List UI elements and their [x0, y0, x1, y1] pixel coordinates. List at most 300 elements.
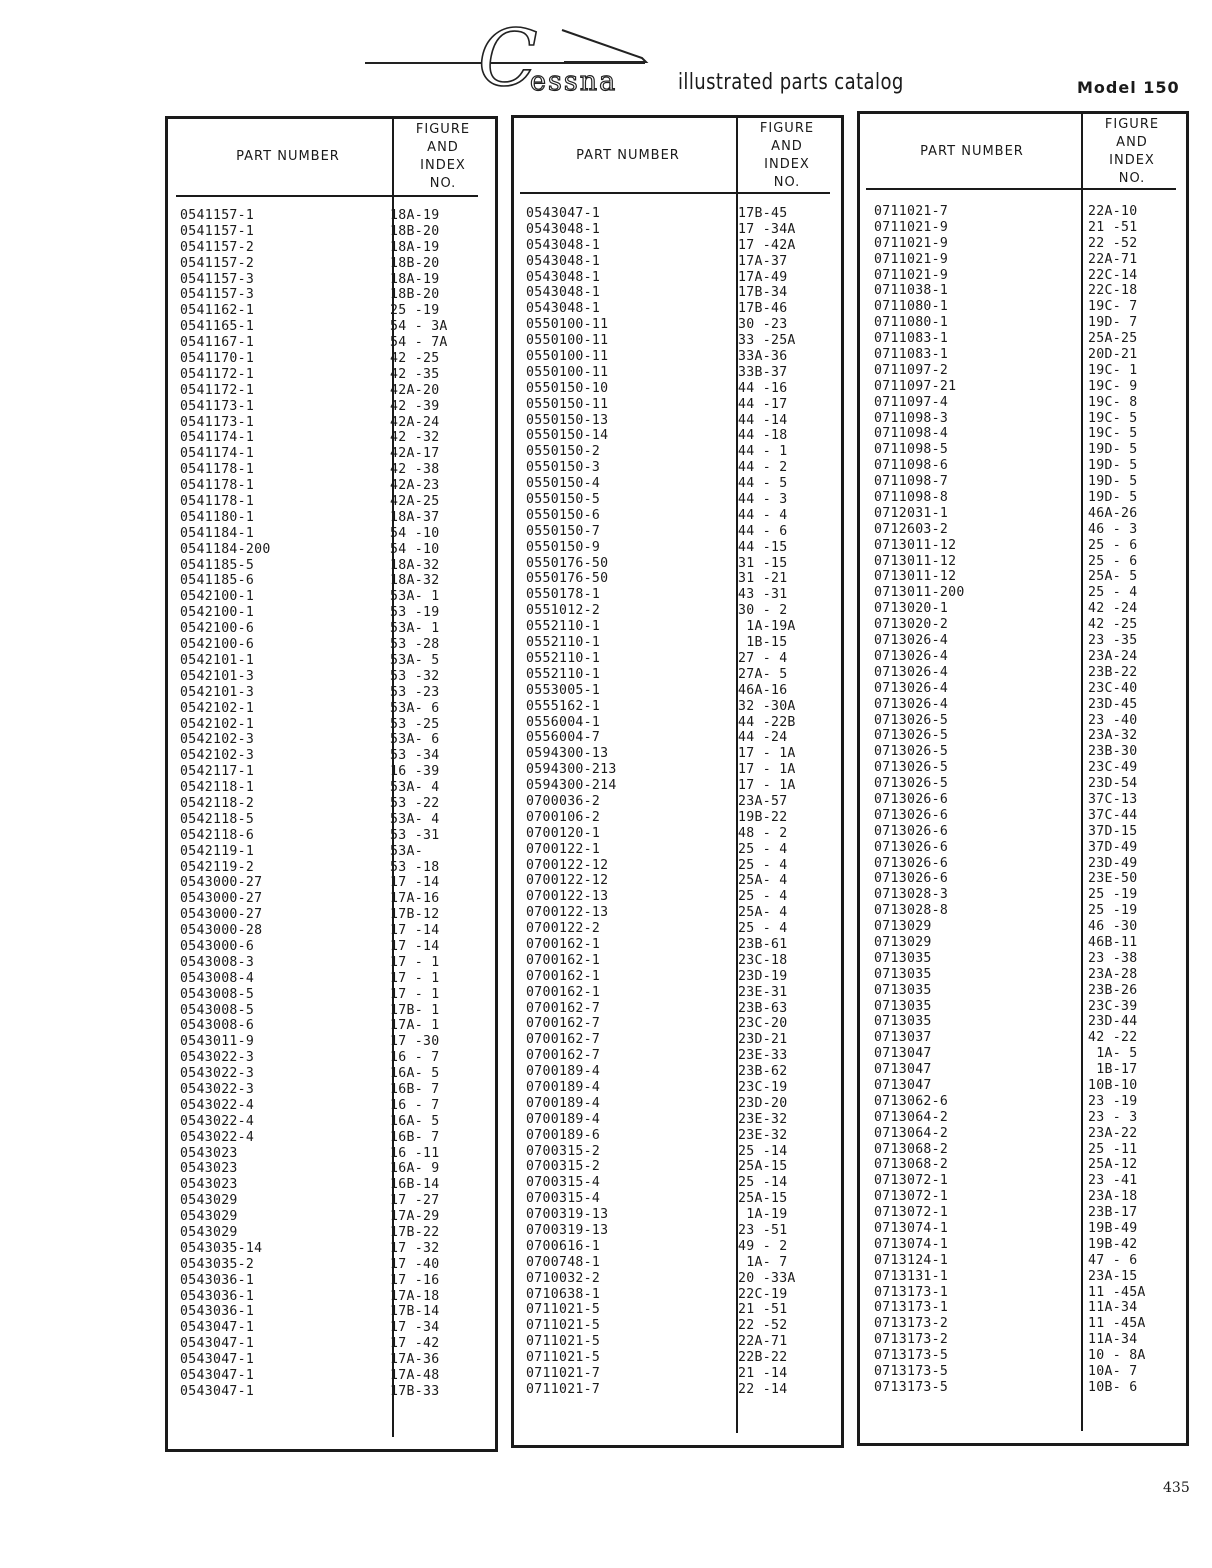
table-row [526, 349, 826, 365]
part-number-cell: 0713068-2 [874, 1141, 949, 1157]
part-number-cell: 0711098-8 [874, 490, 949, 506]
table-row [526, 381, 826, 397]
table-row [526, 365, 826, 381]
table-row [526, 571, 826, 587]
figure-index-cell: 18A-37 [390, 509, 440, 525]
table-row [180, 653, 480, 669]
part-number-cell: 0713026-5 [874, 728, 949, 744]
table-row [526, 413, 826, 429]
part-number-cell: 0541185-5 [180, 557, 255, 573]
figure-index-cell: 17B-14 [390, 1304, 440, 1320]
part-number-cell: 0543029 [180, 1225, 238, 1240]
figure-index-cell: 37D-49 [1088, 839, 1138, 855]
table-row [874, 601, 1174, 617]
table-row [180, 987, 480, 1003]
figure-index-cell: 23B-22 [1088, 664, 1138, 680]
figure-index-cell: 22C-19 [738, 1286, 788, 1302]
figure-index-cell: 46 -30 [1088, 919, 1138, 935]
table-row [180, 399, 480, 415]
figure-index-cell: 22A-71 [1088, 251, 1138, 267]
figure-header-line: FIGURE [1104, 117, 1160, 132]
table-row [180, 558, 480, 574]
table-row [874, 856, 1174, 872]
table-row [526, 619, 826, 635]
figure-index-cell: 23C-18 [738, 952, 788, 968]
part-number-cell: 0541165-1 [180, 319, 255, 335]
part-number-cell: 0713173-2 [874, 1316, 949, 1332]
figure-index-cell: 42 -25 [390, 351, 440, 367]
part-number-cell: 0543008-5 [180, 1002, 255, 1018]
figure-index-cell: 19B-22 [738, 809, 788, 825]
part-number-cell: 0713035 [874, 1014, 932, 1030]
figure-index-cell: 25A-15 [738, 1191, 788, 1207]
part-number-cell: 0541167-1 [180, 335, 255, 351]
part-number-cell: 0542118-1 [180, 780, 255, 796]
part-number-cell: 0550150-6 [526, 507, 601, 523]
part-number-cell: 0550100-11 [526, 349, 609, 365]
part-number-cell: 0713026-6 [874, 823, 949, 839]
part-number-cell: 0543023 [180, 1145, 238, 1161]
figure-index-cell: 23D-19 [738, 968, 788, 984]
part-number-cell: 0700162-7 [526, 1048, 601, 1064]
table-row [874, 1030, 1174, 1046]
table-row [874, 442, 1174, 458]
part-number-cell: 0542119-1 [180, 843, 255, 859]
table-row [874, 1300, 1174, 1316]
part-number-cell: 0542101-3 [180, 668, 255, 684]
table-row [526, 651, 826, 667]
figure-index-cell: 42 -24 [1088, 601, 1138, 617]
figure-index-cell: 10B-10 [1088, 1077, 1138, 1093]
table-row [180, 701, 480, 717]
figure-index-cell: 23D-20 [738, 1095, 788, 1111]
table-row [526, 826, 826, 842]
table-row [180, 208, 480, 224]
figure-index-cell: 17 -42 [390, 1336, 440, 1352]
part-number-cell: 0543000-27 [180, 907, 263, 923]
figure-index-cell: 17A-18 [390, 1288, 440, 1304]
figure-index-cell: 11A-34 [1088, 1300, 1138, 1316]
figure-index-cell: 17 -42A [738, 237, 796, 253]
table-row [526, 1016, 826, 1032]
figure-index-cell: 46A-16 [738, 682, 788, 698]
figure-index-cell: 17 - 1 [390, 970, 440, 986]
table-row [180, 748, 480, 764]
part-number-cell: 0542118-5 [180, 811, 255, 827]
part-number-cell: 0711038-1 [874, 283, 949, 299]
part-number-cell: 0713029 [874, 934, 932, 950]
table-row [526, 1032, 826, 1048]
part-number-cell: 0543022-4 [180, 1097, 255, 1113]
figure-index-cell: 17 - 1A [738, 746, 796, 762]
figure-index-cell: 31 -15 [738, 555, 788, 571]
figure-index-cell: 16B- 7 [390, 1129, 440, 1145]
figure-index-cell: 23B-30 [1088, 744, 1138, 760]
figure-index-cell: 19C- 5 [1088, 426, 1138, 442]
figure-index-cell: 53 -23 [390, 684, 440, 700]
figure-index-cell: 25 -19 [1088, 903, 1138, 919]
table-row [180, 494, 480, 510]
figure-index-cell: 19D- 5 [1088, 458, 1138, 474]
figure-index-cell: 1A- 7 [738, 1254, 788, 1270]
parts-rows [180, 208, 480, 1400]
part-number-cell: 0543035-2 [180, 1256, 255, 1272]
table-row [180, 1320, 480, 1336]
part-number-cell: 0711098-3 [874, 410, 949, 426]
table-row [526, 460, 826, 476]
part-number-cell: 0713047 [874, 1077, 932, 1093]
figure-index-cell: 21 -51 [738, 1302, 788, 1318]
part-number-cell: 0713026-6 [874, 807, 949, 823]
figure-index-cell: 25 - 4 [1088, 585, 1138, 601]
figure-index-cell: 44 - 1 [738, 444, 788, 460]
figure-index-cell: 19C- 1 [1088, 362, 1138, 378]
table-row [526, 270, 826, 286]
part-number-cell: 0700122-13 [526, 905, 609, 921]
figure-index-cell: 53A- 6 [390, 700, 440, 716]
figure-index-cell: 23A-28 [1088, 966, 1138, 982]
part-number-cell: 0713026-4 [874, 648, 949, 664]
table-row [526, 889, 826, 905]
figure-index-cell: 21 -51 [1088, 219, 1138, 235]
part-number-cell: 0550176-50 [526, 555, 609, 571]
logo-initial: C [478, 14, 538, 104]
part-number-cell: 0543047-1 [180, 1383, 255, 1399]
part-number-cell: 0543048-1 [526, 285, 601, 301]
table-row [874, 1205, 1174, 1221]
table-row [526, 556, 826, 572]
figure-index-cell: 23A-18 [1088, 1189, 1138, 1205]
figure-index-cell: 49 - 2 [738, 1238, 788, 1254]
part-number-cell: 0594300-214 [526, 778, 617, 794]
table-row [526, 222, 826, 238]
figure-index-cell: 44 - 2 [738, 460, 788, 476]
part-number-cell: 0700189-4 [526, 1064, 601, 1080]
figure-index-cell: 25A-15 [738, 1159, 788, 1175]
part-number-cell: 0700189-6 [526, 1127, 601, 1143]
part-number-cell: 0700106-2 [526, 809, 601, 825]
part-number-cell: 0711021-7 [874, 204, 949, 219]
table-row [180, 415, 480, 431]
figure-index-cell: 25 - 4 [738, 857, 788, 873]
figure-index-cell: 16 -11 [390, 1145, 440, 1161]
figure-index-cell: 23C-20 [738, 1016, 788, 1032]
figure-index-cell: 25 -14 [738, 1175, 788, 1191]
table-row [874, 665, 1174, 681]
table-row [874, 999, 1174, 1015]
figure-index-cell: 46B-11 [1088, 934, 1138, 950]
figure-index-cell: 11 -45A [1088, 1316, 1146, 1332]
logo-swoosh-icon [560, 28, 650, 64]
table-row [180, 462, 480, 478]
table-row [526, 1064, 826, 1080]
table-row [874, 522, 1174, 538]
parts-rows [526, 206, 826, 1398]
part-number-cell: 0711097-4 [874, 394, 949, 410]
table-row [180, 669, 480, 685]
part-number-cell: 0543000-28 [180, 923, 263, 939]
figure-index-cell: 17B-12 [390, 907, 440, 923]
table-row [874, 728, 1174, 744]
figure-index-cell: 44 - 6 [738, 523, 788, 539]
table-row [180, 875, 480, 891]
figure-index-cell: 23C-49 [1088, 760, 1138, 776]
table-row [180, 621, 480, 637]
part-number-cell: 0550150-4 [526, 476, 601, 492]
table-row [874, 268, 1174, 284]
figure-index-cell: 20 -33A [738, 1270, 796, 1286]
table-row [180, 1384, 480, 1400]
part-number-cell: 0713026-5 [874, 744, 949, 760]
figure-header-line: FIGURE [415, 122, 471, 137]
part-number-cell: 0541157-1 [180, 208, 255, 223]
part-number-cell: 0541178-1 [180, 478, 255, 494]
part-number-cell: 0713072-1 [874, 1189, 949, 1205]
figure-index-cell: 23C-39 [1088, 998, 1138, 1014]
part-number-cell: 0550150-2 [526, 444, 601, 460]
table-row [180, 1161, 480, 1177]
part-number-cell: 0541173-1 [180, 414, 255, 430]
figure-index-cell: 27 - 4 [738, 650, 788, 666]
figure-index-cell: 17A-49 [738, 269, 788, 285]
table-row [874, 744, 1174, 760]
figure-index-cell: 25A- 5 [1088, 569, 1138, 585]
part-number-cell: 0543036-1 [180, 1288, 255, 1304]
part-number-cell: 0713028-8 [874, 903, 949, 919]
figure-index-cell: 19C- 8 [1088, 394, 1138, 410]
part-number-cell: 0700162-1 [526, 968, 601, 984]
part-number-cell: 0543008-6 [180, 1018, 255, 1034]
table-row [180, 240, 480, 256]
table-row [180, 796, 480, 812]
figure-index-cell: 16B- 7 [390, 1081, 440, 1097]
figure-index-cell: 53A- 1 [390, 589, 440, 605]
figure-index-cell: 20D-21 [1088, 347, 1138, 363]
part-number-cell: 0550178-1 [526, 587, 601, 603]
table-row [526, 699, 826, 715]
figure-header-line: INDEX [1109, 153, 1155, 168]
part-number-cell: 0713020-2 [874, 617, 949, 633]
part-number-cell: 0700189-4 [526, 1111, 601, 1127]
table-row [874, 617, 1174, 633]
part-number-cell: 0700162-1 [526, 984, 601, 1000]
figure-index-cell: 32 -30A [738, 698, 796, 714]
table-row [874, 919, 1174, 935]
parts-table-2 [511, 115, 844, 1448]
figure-header-line: AND [1116, 135, 1148, 150]
figure-index-cell: 1A-19 [738, 1207, 788, 1223]
figure-index-cell: 44 - 5 [738, 476, 788, 492]
figure-index-cell: 23E-33 [738, 1048, 788, 1064]
part-number-cell: 0700162-1 [526, 952, 601, 968]
part-number-cell: 0550150-10 [526, 380, 609, 396]
part-number-cell: 0542100-1 [180, 589, 255, 605]
table-row [180, 780, 480, 796]
part-number-cell: 0543022-4 [180, 1129, 255, 1145]
part-number-cell: 0541185-6 [180, 573, 255, 589]
table-row [180, 1050, 480, 1066]
table-row [874, 1189, 1174, 1205]
table-row [874, 713, 1174, 729]
part-number-cell: 0541157-1 [180, 223, 255, 239]
table-row [526, 953, 826, 969]
part-number-cell: 0711021-7 [526, 1366, 601, 1382]
part-number-cell: 0550150-13 [526, 412, 609, 428]
table-row [874, 1285, 1174, 1301]
figure-index-cell: 17 -14 [390, 923, 440, 939]
part-number-cell: 0700748-1 [526, 1254, 601, 1270]
table-row [180, 955, 480, 971]
part-number-header: PART NUMBER [576, 148, 680, 163]
table-row [874, 458, 1174, 474]
table-row [874, 760, 1174, 776]
figure-index-cell: 23 -51 [738, 1223, 788, 1238]
part-number-cell: 0543048-1 [526, 301, 601, 317]
logo-word: essna [530, 66, 618, 97]
table-row [180, 1098, 480, 1114]
figure-index-cell: 18B-20 [390, 223, 440, 239]
table-row [874, 649, 1174, 665]
part-number-cell: 0541178-1 [180, 462, 255, 478]
part-number-cell: 0543008-5 [180, 986, 255, 1002]
part-number-cell: 0711021-5 [526, 1302, 601, 1318]
figure-index-cell: 23C-40 [1088, 680, 1138, 696]
table-row [874, 1332, 1174, 1348]
figure-index-cell: 16 - 7 [390, 1097, 440, 1113]
figure-index-cell: 19C- 5 [1088, 410, 1138, 426]
part-number-cell: 0541178-1 [180, 494, 255, 510]
table-row [526, 969, 826, 985]
part-number-cell: 0543023 [180, 1161, 238, 1177]
part-number-cell: 0713173-1 [874, 1284, 949, 1300]
figure-header-line: AND [427, 140, 459, 155]
table-row [526, 587, 826, 603]
table-row [180, 907, 480, 923]
table-row [526, 254, 826, 270]
figure-index-cell: 37C-44 [1088, 807, 1138, 823]
table-row [180, 1018, 480, 1034]
table-row [874, 983, 1174, 999]
part-number-cell: 0543029 [180, 1193, 238, 1209]
figure-index-cell: 17 -16 [390, 1272, 440, 1288]
table-row [874, 347, 1174, 363]
table-row [526, 540, 826, 556]
figure-index-cell: 23E-50 [1088, 871, 1138, 887]
figure-header-line: INDEX [764, 157, 810, 172]
model-label: Model 150 [1077, 78, 1180, 97]
table-row [874, 1316, 1174, 1332]
table-row [180, 1352, 480, 1368]
figure-index-cell: 1A- 5 [1088, 1046, 1138, 1062]
part-number-cell: 0543022-3 [180, 1066, 255, 1082]
table-row [874, 395, 1174, 411]
figure-index-cell: 19B-49 [1088, 1221, 1138, 1236]
part-number-cell: 0556004-7 [526, 730, 601, 746]
figure-index-cell: 46A-26 [1088, 505, 1138, 521]
table-row [180, 351, 480, 367]
table-row [874, 1094, 1174, 1110]
part-number-cell: 0542102-3 [180, 748, 255, 764]
part-number-cell: 0713011-12 [874, 553, 957, 569]
figure-index-cell: 23A-57 [738, 793, 788, 809]
part-number-cell: 0541170-1 [180, 351, 255, 367]
figure-index-cell: 23D-44 [1088, 1014, 1138, 1030]
table-row [526, 603, 826, 619]
part-number-cell: 0555162-1 [526, 698, 601, 714]
part-number-cell: 0552110-1 [526, 635, 601, 651]
table-row [874, 1221, 1174, 1237]
figure-index-cell: 53A- 1 [390, 621, 440, 637]
table-row [180, 764, 480, 780]
figure-index-cell: 16B-14 [390, 1177, 440, 1193]
part-number-cell: 0541174-1 [180, 446, 255, 462]
part-number-cell: 0543048-1 [526, 221, 601, 237]
table-row [180, 1257, 480, 1273]
table-row [526, 492, 826, 508]
part-number-cell: 0543000-27 [180, 891, 263, 907]
figure-index-cell: 23 -19 [1088, 1093, 1138, 1109]
table-row [874, 776, 1174, 792]
table-row [180, 430, 480, 446]
part-number-cell: 0700122-1 [526, 841, 601, 857]
table-row [874, 1078, 1174, 1094]
table-row [874, 903, 1174, 919]
header-rule [866, 188, 1176, 190]
catalog-title: illustrated parts catalog [678, 70, 904, 95]
figure-index-cell: 46 - 3 [1088, 521, 1138, 537]
figure-index-cell: 17B-33 [390, 1383, 440, 1399]
part-number-cell: 0713037 [874, 1030, 932, 1046]
part-number-cell: 0711080-1 [874, 299, 949, 315]
table-row [526, 667, 826, 683]
table-row [180, 1304, 480, 1320]
part-number-cell: 0541157-2 [180, 255, 255, 271]
part-number-cell: 0700162-7 [526, 1016, 601, 1032]
table-row [526, 428, 826, 444]
part-number-cell: 0711021-9 [874, 267, 949, 283]
figure-index-cell: 16 - 7 [390, 1050, 440, 1066]
table-row [526, 1080, 826, 1096]
table-row [526, 1255, 826, 1271]
table-row [874, 363, 1174, 379]
figure-index-cell: 11A-34 [1088, 1332, 1138, 1348]
table-row [180, 1003, 480, 1019]
table-row [526, 397, 826, 413]
part-number-cell: 0543036-1 [180, 1304, 255, 1320]
figure-index-cell: 42A-24 [390, 414, 440, 430]
figure-index-cell: 25 - 4 [738, 921, 788, 937]
figure-index-cell: 25 -14 [738, 1143, 788, 1159]
figure-index-cell: 33 -25A [738, 333, 796, 349]
figure-index-cell: 25 - 4 [738, 841, 788, 857]
part-number-cell: 0700120-1 [526, 825, 601, 841]
part-number-cell: 0556004-1 [526, 714, 601, 730]
table-row [874, 1014, 1174, 1030]
part-number-cell: 0713026-5 [874, 760, 949, 776]
table-row [526, 985, 826, 1001]
part-number-cell: 0711098-5 [874, 442, 949, 458]
part-number-cell: 0541162-1 [180, 303, 255, 319]
figure-index-cell: 17A- 1 [390, 1018, 440, 1034]
figure-index-cell: 25A-12 [1088, 1157, 1138, 1173]
table-row [526, 730, 826, 746]
figure-index-cell: 1B-15 [738, 635, 788, 651]
figure-index-cell: 18B-20 [390, 287, 440, 303]
part-number-cell: 0543000-27 [180, 875, 263, 891]
figure-index-cell: 16A- 5 [390, 1113, 440, 1129]
part-number-cell: 0543008-4 [180, 970, 255, 986]
figure-index-cell: 53 -18 [390, 859, 440, 875]
